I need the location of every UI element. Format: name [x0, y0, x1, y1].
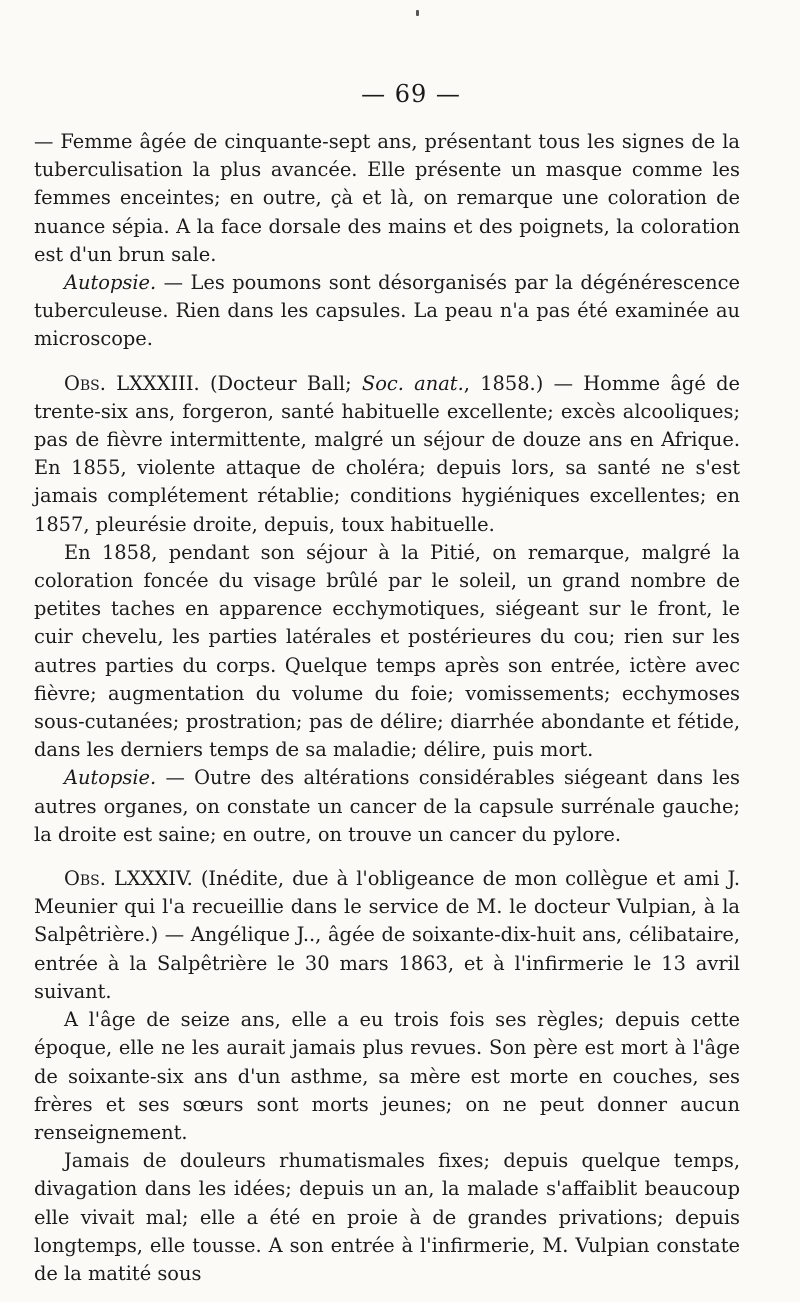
page-number-header: — 69 —	[361, 80, 461, 108]
paragraph-obs-83	[34, 370, 740, 539]
pitie-text: En 1858, pendant son séjour à la Pitié, on remarque, malgré la coloration foncée du visage brûlé par le soleil, un grand nombre de petites taches en apparence ecchymotiques, siégeant sur le front, le cuir chevelu, les parties latérales et postérieures du cou; rien sur les autres parties du corps. Quelque temps après son entrée, ictère avec fièvre; augmentation du volume du foie; vomissements; ecchymoses sous-cutanées; prostration; pas de délire; diarrhée abondante et fétide, dans les derniers temps de sa maladie; délire, puis mort.	[34, 540, 740, 762]
autopsy-label-2: Autopsie.	[64, 766, 157, 790]
autopsy-text: — Les poumons sont désorganisés par la dégénérescence tuberculeuse. Rien dans les capsules. La peau n'a pas été examinée au microscope.	[34, 271, 740, 351]
paragraph-autopsy-2	[34, 764, 740, 849]
paragraph-case-description	[34, 128, 740, 269]
obs-83-open: (Docteur Ball;	[199, 371, 362, 395]
autopsy-text-2: — Outre des altérations considérables siégeant dans les autres organes, on constate un cancer de la capsule surrénale gauche; la droite est saine; en outre, on trouve un cancer du pylore.	[34, 766, 740, 846]
paragraph-obs-84	[34, 865, 740, 1006]
paragraph-history	[34, 1006, 740, 1147]
obs-84-text: (Inédite, due à l'obligeance de mon collègue et ami J. Meunier qui l'a recueillie dans le service de M. le docteur Vulpian, à la Salpêtrière.) — Angélique J.., âgée de soixante-dix-huit ans, célibataire, entrée à la Salpêtrière le 30 mars 1863, et à l'infirmerie le 13 avril suivant.	[34, 867, 740, 1003]
symptoms-text: Jamais de douleurs rhumatismales fixes; depuis quelque temps, divagation dans les idées; depuis un an, la malade s'affaiblit beaucoup elle vivait mal; elle a été en proie à de grandes privations; depuis longtemps, elle tousse. A son entrée à l'infirmerie, M. Vulpian constate de la matité sous	[34, 1149, 740, 1285]
print-mark	[416, 10, 419, 16]
case-text: — Femme âgée de cinquante-sept ans, présentant tous les signes de la tuberculisation la plus avancée. Elle présente un masque comme les femmes enceintes; en outre, çà et là, on remarque une coloration de nuance sépia. A la face dorsale des mains et des poignets, la coloration est d'un brun sale.	[34, 130, 740, 266]
paragraph-pitie-stay	[34, 539, 740, 765]
obs-83-label: Obs. LXXXIII.	[64, 371, 200, 395]
paragraph-symptoms	[34, 1147, 740, 1288]
history-text: A l'âge de seize ans, elle a eu trois fois ses règles; depuis cette époque, elle ne les aurait jamais plus revues. Son père est mort à l'âge de soixante-six ans d'un asthme, sa mère est morte en couches, ses frères et ses sœurs sont morts jeunes; on ne peut donner aucun renseignement.	[34, 1008, 740, 1144]
obs-84-label: Obs. LXXXIV.	[64, 867, 193, 891]
autopsy-label: Autopsie.	[64, 271, 157, 295]
paragraph-autopsy-1	[34, 269, 740, 354]
obs-83-text: , 1858.) — Homme âgé de trente-six ans, forgeron, santé habituelle excellente; excès alcooliques; pas de fièvre intermittente, malgré un séjour de douze ans en Afrique. En 1855, violente attaque de choléra; depuis lors, sa santé ne s'est jamais complétement rétablie; conditions hygiéniques excellentes; en 1857, pleurésie droite, depuis, toux habituelle.	[34, 371, 740, 536]
obs-83-journal: Soc. anat.	[361, 371, 464, 395]
